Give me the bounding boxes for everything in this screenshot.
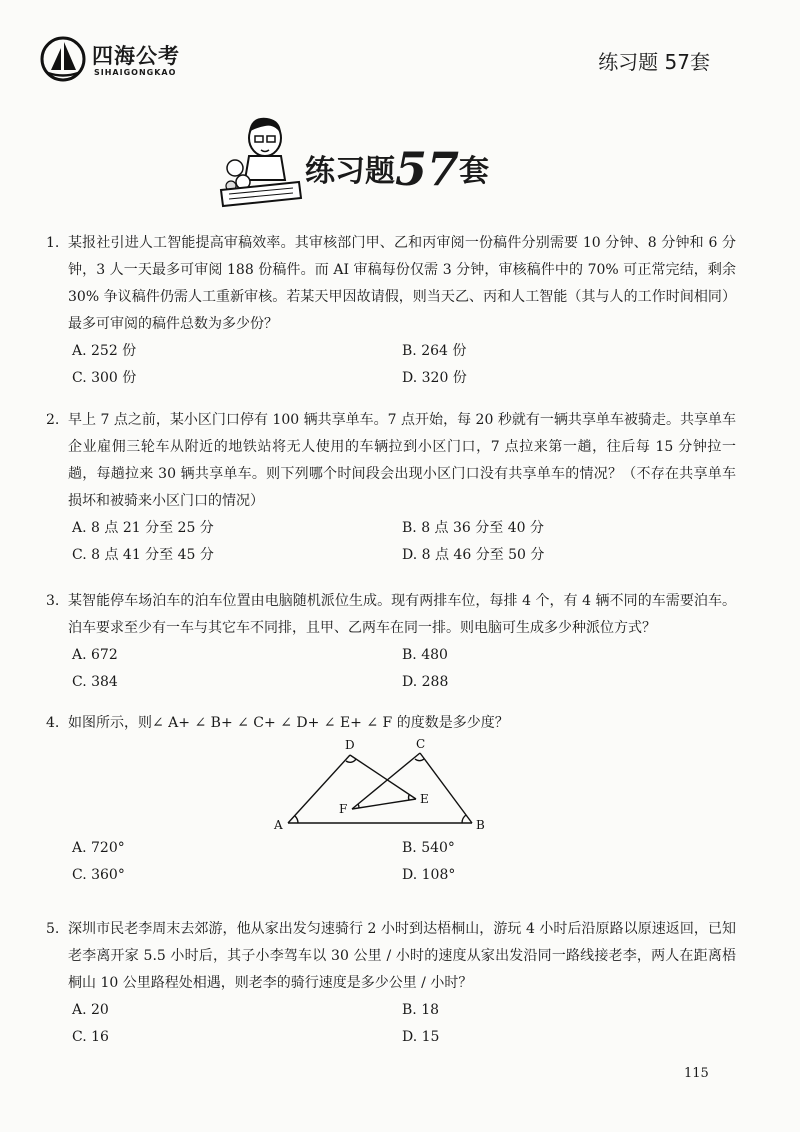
label-c: C [416, 739, 426, 751]
angle-d-arc [346, 759, 356, 762]
question-1 [46, 230, 736, 392]
question-5 [46, 916, 736, 1051]
question-3 [46, 588, 736, 696]
question-2 [46, 407, 736, 569]
label-d: D [345, 739, 355, 752]
triangle-diagram [268, 739, 508, 835]
page-title [305, 142, 489, 196]
question-stem: 深圳市民老李周末去郊游，他从家出发匀速骑行 2 小时到达梧桐山，游玩 4 小时后沿原路以原速返回，已知老李离开家 5.5 小时后，其子小李驾车以 30 公里 / 小时的速度从家出发沿同一路线接老李，两人在距离梧桐山 10 公里路程处相遇，则老李的骑行速度是多少公里 / 小时？ [68, 921, 736, 991]
angle-b-arc [462, 815, 466, 823]
answer-options [72, 835, 736, 889]
option-c: C. 16 [72, 1029, 109, 1045]
teacher-cartoon-icon [215, 110, 305, 210]
question-stem: 某报社引进人工智能提高审稿效率。其审核部门甲、乙和丙审阅一份稿件分别需要 10 分钟、8 分钟和 6 分钟，3 人一天最多可审阅 188 份稿件。而 AI 审稿每份仅需 3 分钟，审核稿件中的 70% 可正常完结，剩余 30% 争议稿件仍需人工重新审核。若某天甲因故请假，则当天乙、丙和人工智能（其与人的工作时间相同）最多可审阅的稿件总数为多少份？ [68, 235, 736, 332]
header-section-title: 练习题 57套 [598, 50, 710, 74]
question-number: 3. [46, 593, 60, 609]
option-d: D. 8 点 46 分至 50 分 [402, 547, 545, 563]
logo-english-name: SIHAIGONGKAO [94, 68, 177, 77]
logo-chinese-name: 四海公考 [92, 44, 180, 68]
option-b: B. 540° [402, 840, 455, 856]
option-b: B. 8 点 36 分至 40 分 [402, 520, 544, 536]
label-f: F [339, 802, 348, 816]
option-d: D. 15 [402, 1029, 440, 1045]
option-a: A. 20 [72, 1002, 109, 1018]
page-number: 115 [684, 1066, 709, 1081]
sailboat-logo-icon [40, 36, 86, 82]
option-d: D. 320 份 [402, 370, 467, 386]
question-number: 4. [46, 715, 60, 731]
option-c: C. 360° [72, 867, 125, 883]
option-c: C. 8 点 41 分至 45 分 [72, 547, 214, 563]
angle-c-arc [415, 759, 424, 761]
option-b: B. 264 份 [402, 343, 467, 359]
question-stem: 早上 7 点之前，某小区门口停有 100 辆共享单车。7 点开始，每 20 秒就有一辆共享单车被骑走。共享单车企业雇佣三轮车从附近的地铁站将无人使用的车辆拉到小区门口，7 点拉来第一趟，往后每 15 分钟拉一趟，每趟拉来 30 辆共享单车。则下列哪个时间段会出现小区门口没有共享单车的情况？（不存在共享单车损坏和被骑来小区门口的情况） [68, 412, 736, 509]
angle-a-arc [295, 816, 298, 823]
option-b: B. 480 [402, 647, 448, 663]
answer-options [72, 338, 736, 392]
option-a: A. 672 [72, 647, 118, 663]
page-title-block [215, 110, 535, 210]
question-number: 5. [46, 921, 60, 937]
question-number: 2. [46, 412, 60, 428]
question-stem: 如图所示，则∠ A+ ∠ B+ ∠ C+ ∠ D+ ∠ E+ ∠ F 的度数是多少度？ [68, 715, 509, 731]
option-d: D. 288 [402, 674, 449, 690]
option-c: C. 300 份 [72, 370, 137, 386]
option-a: A. 252 份 [72, 343, 137, 359]
title-suffix: 套 [459, 154, 490, 189]
title-number: 57 [395, 142, 460, 196]
option-c: C. 384 [72, 674, 118, 690]
segment-cb [420, 753, 472, 823]
answer-options [72, 997, 736, 1051]
title-prefix: 练习题 [305, 154, 395, 189]
option-b: B. 18 [402, 1002, 440, 1018]
question-4 [46, 710, 736, 889]
option-a: A. 8 点 21 分至 25 分 [72, 520, 214, 536]
option-a: A. 720° [72, 840, 125, 856]
label-a: A [274, 818, 283, 832]
answer-options [72, 642, 736, 696]
answer-options [72, 515, 736, 569]
brand-logo [40, 36, 200, 86]
question-stem: 某智能停车场泊车的泊车位置由电脑随机派位生成。现有两排车位，每排 4 个，有 4 辆不同的车需要泊车。泊车要求至少有一车与其它车不同排，且甲、乙两车在同一排。则电脑可生成多少种派位方式？ [68, 593, 736, 636]
label-b: B [476, 818, 485, 832]
question-number: 1. [46, 235, 60, 251]
option-d: D. 108° [402, 867, 456, 883]
segment-de [350, 755, 416, 799]
geometry-figure [268, 739, 736, 835]
label-e: E [420, 792, 429, 806]
